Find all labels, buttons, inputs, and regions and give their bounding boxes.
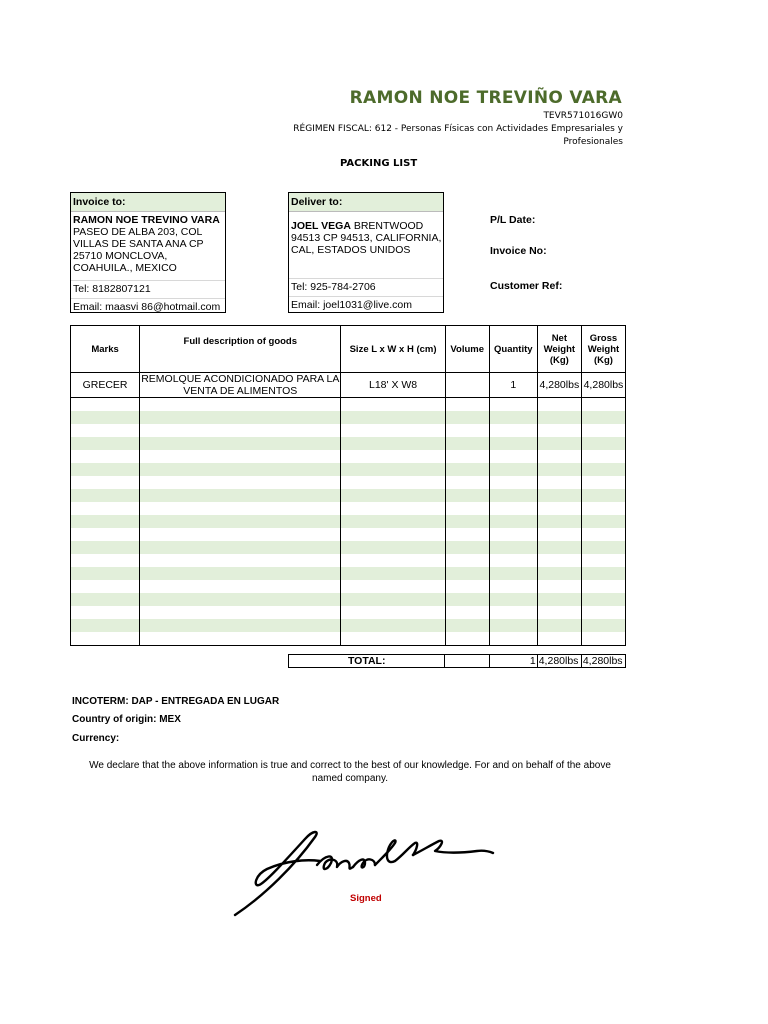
empty-cell [581,632,625,646]
empty-cell [71,463,140,476]
empty-cell [581,593,625,606]
empty-cell [489,528,537,541]
empty-cell [341,632,445,646]
empty-cell [140,567,341,580]
empty-cell [581,554,625,567]
invoice-to-tel: Tel: 8182807121 [71,280,225,298]
empty-cell [489,593,537,606]
total-label: TOTAL: [289,655,445,668]
empty-cell [581,450,625,463]
col-header-gross-weight: Gross Weight (Kg) [581,326,625,373]
empty-cell [581,424,625,437]
col-header-marks: Marks [71,326,140,373]
empty-cell [581,528,625,541]
empty-cell [71,619,140,632]
cell-description: REMOLQUE ACONDICIONADO PARA LA VENTA DE ALIMENTOS [141,373,340,397]
empty-cell [537,541,581,554]
empty-cell [581,489,625,502]
goods-table [70,325,626,646]
empty-cell [341,554,445,567]
cell-volume [445,373,489,398]
empty-table-row [71,554,626,567]
empty-cell [537,632,581,646]
empty-cell [341,463,445,476]
empty-cell [445,411,489,424]
empty-cell [445,502,489,515]
empty-cell [140,515,341,528]
empty-cell [140,411,341,424]
empty-cell [581,476,625,489]
empty-cell [445,489,489,502]
empty-cell [140,463,341,476]
invoice-number-label: Invoice No: [490,245,547,257]
empty-cell [71,502,140,515]
empty-cell [445,450,489,463]
empty-table-row [71,489,626,502]
empty-cell [537,580,581,593]
empty-table-row [71,437,626,450]
empty-cell [140,528,341,541]
empty-cell [489,567,537,580]
deliver-to-name: JOEL VEGA [291,220,351,232]
invoice-to-address-block [71,212,225,280]
tax-id: TEVR571016GW0 [543,111,623,121]
col-header-quantity: Quantity [489,326,537,373]
empty-cell [537,528,581,541]
empty-cell [140,450,341,463]
signed-label: Signed [350,893,382,904]
empty-cell [140,489,341,502]
empty-cell [140,424,341,437]
tax-regime: RÉGIMEN FISCAL: 612 - Personas Físicas con Actividades Empresariales y [293,124,623,134]
cell-gross-weight: 4,280lbs [581,373,625,398]
total-net-weight: 4,280lbs [537,655,581,668]
empty-cell [341,411,445,424]
deliver-to-box [288,192,444,313]
empty-table-row [71,502,626,515]
empty-cell [489,476,537,489]
empty-cell [71,437,140,450]
empty-cell [537,606,581,619]
empty-cell [140,541,341,554]
empty-cell [489,411,537,424]
empty-cell [140,593,341,606]
customer-ref-label: Customer Ref: [490,280,563,292]
empty-cell [489,541,537,554]
empty-cell [537,476,581,489]
empty-cell [489,489,537,502]
empty-cell [489,437,537,450]
empty-cell [489,450,537,463]
empty-cell [537,411,581,424]
empty-cell [341,528,445,541]
invoice-to-name: RAMON NOE TREVINO VARA [73,214,220,226]
empty-cell [445,593,489,606]
empty-cell [581,437,625,450]
empty-cell [341,619,445,632]
declaration-text: We declare that the above information is true and correct to the best of our knowledge. For and on behalf of the above named company. [89,760,611,784]
empty-table-row [71,450,626,463]
empty-cell [140,554,341,567]
empty-cell [71,424,140,437]
empty-table-row [71,606,626,619]
empty-cell [71,528,140,541]
empty-cell [445,606,489,619]
empty-cell [445,476,489,489]
empty-cell [489,580,537,593]
deliver-to-tel: Tel: 925-784-2706 [289,278,443,296]
pl-date-label: P/L Date: [490,214,536,226]
empty-cell [341,567,445,580]
empty-cell [341,515,445,528]
empty-cell [140,398,341,412]
empty-cell [581,398,625,412]
deliver-to-email: Email: joel1031@live.com [289,296,443,314]
empty-table-row [71,619,626,632]
empty-cell [445,541,489,554]
col-header-volume: Volume [445,326,489,373]
empty-cell [537,398,581,412]
empty-cell [489,632,537,646]
company-name: RAMON NOE TREVIÑO VARA [349,88,622,108]
empty-table-row [71,541,626,554]
empty-cell [140,437,341,450]
empty-cell [71,580,140,593]
empty-table-row [71,567,626,580]
empty-cell [140,580,341,593]
empty-table-row [71,528,626,541]
empty-cell [140,632,341,646]
empty-cell [489,515,537,528]
empty-table-row [71,593,626,606]
empty-cell [581,619,625,632]
empty-cell [537,515,581,528]
total-gross-weight: 4,280lbs [581,655,625,668]
empty-cell [445,463,489,476]
empty-cell [71,398,140,412]
empty-cell [581,411,625,424]
empty-cell [537,463,581,476]
empty-cell [341,424,445,437]
empty-cell [581,463,625,476]
empty-cell [445,424,489,437]
cell-quantity: 1 [489,373,537,398]
empty-cell [71,411,140,424]
empty-cell [445,515,489,528]
empty-cell [445,580,489,593]
total-table [288,654,626,668]
empty-cell [341,541,445,554]
cell-net-weight: 4,280lbs [537,373,581,398]
empty-cell [71,489,140,502]
empty-cell [489,606,537,619]
table-row [71,373,626,398]
total-quantity: 1 [489,655,537,668]
tax-regime-continued: Profesionales [563,137,623,147]
empty-cell [445,437,489,450]
invoice-to-address: PASEO DE ALBA 203, COL VILLAS DE SANTA ANA CP 25710 MONCLOVA, COAHUILA., MEXICO [73,226,204,274]
empty-table-row [71,463,626,476]
empty-cell [341,580,445,593]
empty-table-row [71,580,626,593]
empty-cell [445,632,489,646]
empty-table-row [71,398,626,412]
cell-marks: GRECER [71,373,140,398]
empty-cell [341,489,445,502]
incoterm: INCOTERM: DAP - ENTREGADA EN LUGAR [72,696,280,707]
empty-cell [537,437,581,450]
empty-cell [445,619,489,632]
cell-size: L18' X W8 [341,373,445,398]
empty-cell [581,606,625,619]
signature-graphic [225,825,505,925]
currency: Currency: [72,733,120,744]
empty-cell [537,502,581,515]
empty-cell [140,502,341,515]
empty-cell [489,502,537,515]
empty-table-row [71,424,626,437]
empty-cell [581,502,625,515]
empty-cell [71,515,140,528]
empty-cell [489,463,537,476]
empty-cell [445,528,489,541]
empty-cell [140,606,341,619]
deliver-to-label: Deliver to: [289,193,443,212]
empty-cell [71,567,140,580]
empty-cell [341,437,445,450]
document-title: PACKING LIST [340,158,418,169]
empty-cell [581,567,625,580]
empty-cell [489,554,537,567]
empty-cell [445,567,489,580]
empty-cell [581,580,625,593]
empty-table-row [71,515,626,528]
deliver-to-address-block [289,212,443,278]
empty-cell [71,632,140,646]
empty-table-row [71,476,626,489]
empty-cell [341,502,445,515]
empty-cell [71,450,140,463]
empty-cell [140,619,341,632]
empty-cell [341,398,445,412]
empty-cell [71,554,140,567]
empty-cell [71,593,140,606]
empty-cell [341,606,445,619]
invoice-to-label: Invoice to: [71,193,225,212]
empty-cell [341,450,445,463]
empty-cell [537,554,581,567]
country-of-origin: Country of origin: MEX [72,714,181,725]
empty-cell [341,476,445,489]
empty-cell [537,619,581,632]
empty-cell [489,398,537,412]
col-header-size: Size L x W x H (cm) [341,326,445,373]
empty-cell [537,424,581,437]
empty-cell [445,398,489,412]
empty-cell [140,476,341,489]
empty-cell [537,567,581,580]
empty-cell [341,593,445,606]
empty-cell [537,593,581,606]
invoice-to-email: Email: maasvi 86@hotmail.com [71,298,225,316]
empty-cell [71,541,140,554]
col-header-description: Full description of goods [140,326,341,373]
empty-cell [71,476,140,489]
empty-table-row [71,411,626,424]
empty-cell [489,424,537,437]
empty-cell [581,541,625,554]
empty-cell [537,450,581,463]
col-header-net-weight: Net Weight (Kg) [537,326,581,373]
empty-cell [537,489,581,502]
invoice-to-box [70,192,226,313]
empty-cell [581,515,625,528]
empty-cell [71,606,140,619]
empty-cell [445,554,489,567]
empty-cell [489,619,537,632]
deliver-to-address: BRENTWOOD 94513 CP 94513, CALIFORNIA, CAL, ESTADOS UNIDOS [291,220,442,256]
empty-table-row [71,632,626,646]
total-volume [445,655,489,668]
